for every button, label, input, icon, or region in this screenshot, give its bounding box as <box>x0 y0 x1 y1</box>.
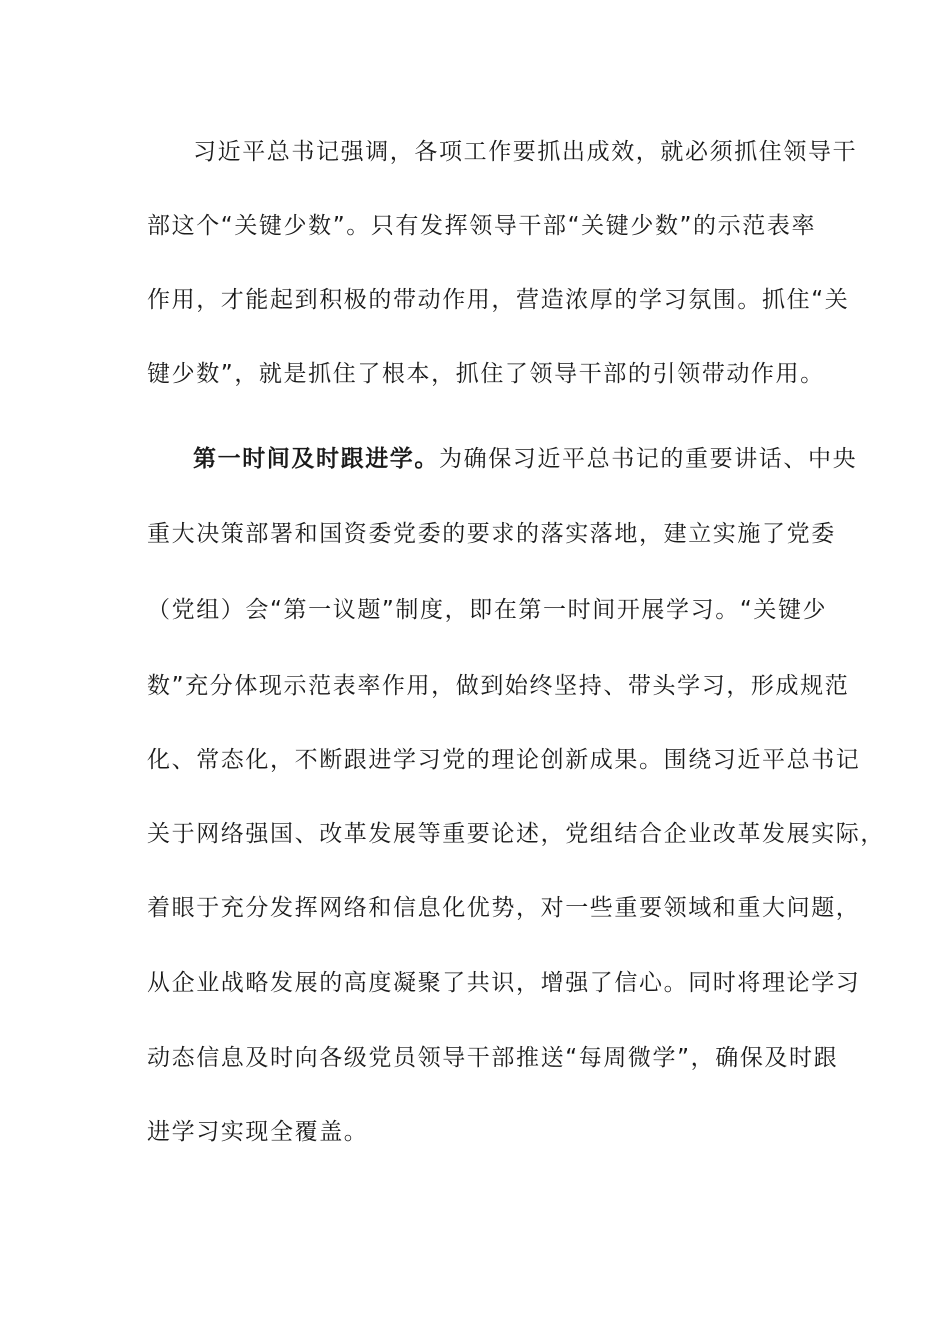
paragraph-1-line-2: 部这个“关键少数”。只有发挥领导干部“关键少数”的示范表率 <box>147 213 817 239</box>
paragraph-1-line-4: 键少数”，就是抓住了根本，抓住了领导干部的引领带动作用。 <box>147 361 825 387</box>
paragraph-2-line-1 <box>193 444 857 474</box>
paragraph-2-line-3: （党组）会“第一议题”制度，即在第一时间开展学习。“关键少 <box>147 597 828 623</box>
paragraph-2-line-6: 关于网络强国、改革发展等重要论述，党组结合企业改革发展实际， <box>147 821 885 847</box>
paragraph-2-line-5: 化、常态化，不断跟进学习党的理论创新成果。围绕习近平总书记 <box>147 747 861 773</box>
paragraph-1-line-1: 习近平总书记强调，各项工作要抓出成效，就必须抓住领导干 <box>193 139 858 165</box>
paragraph-2-line-1-text: 为确保习近平总书记的重要讲话、中央 <box>439 446 858 472</box>
paragraph-1-line-3: 作用，才能起到积极的带动作用，营造浓厚的学习氛围。抓住“关 <box>147 287 850 313</box>
paragraph-2-line-9: 动态信息及时向各级党员领导干部推送“每周微学”，确保及时跟 <box>147 1045 839 1071</box>
paragraph-2-heading: 第一时间及时跟进学。 <box>193 446 439 472</box>
paragraph-2-line-8: 从企业战略发展的高度凝聚了共识，增强了信心。同时将理论学习 <box>147 970 861 996</box>
paragraph-2-line-4: 数”充分体现示范表率作用，做到始终坚持、带头学习，形成规范 <box>147 673 850 699</box>
paragraph-2-line-7: 着眼于充分发挥网络和信息化优势，对一些重要领域和重大问题， <box>147 895 861 921</box>
paragraph-2-line-2: 重大决策部署和国资委党委的要求的落实落地，建立实施了党委 <box>147 521 836 547</box>
paragraph-2-line-10: 进学习实现全覆盖。 <box>147 1119 369 1145</box>
